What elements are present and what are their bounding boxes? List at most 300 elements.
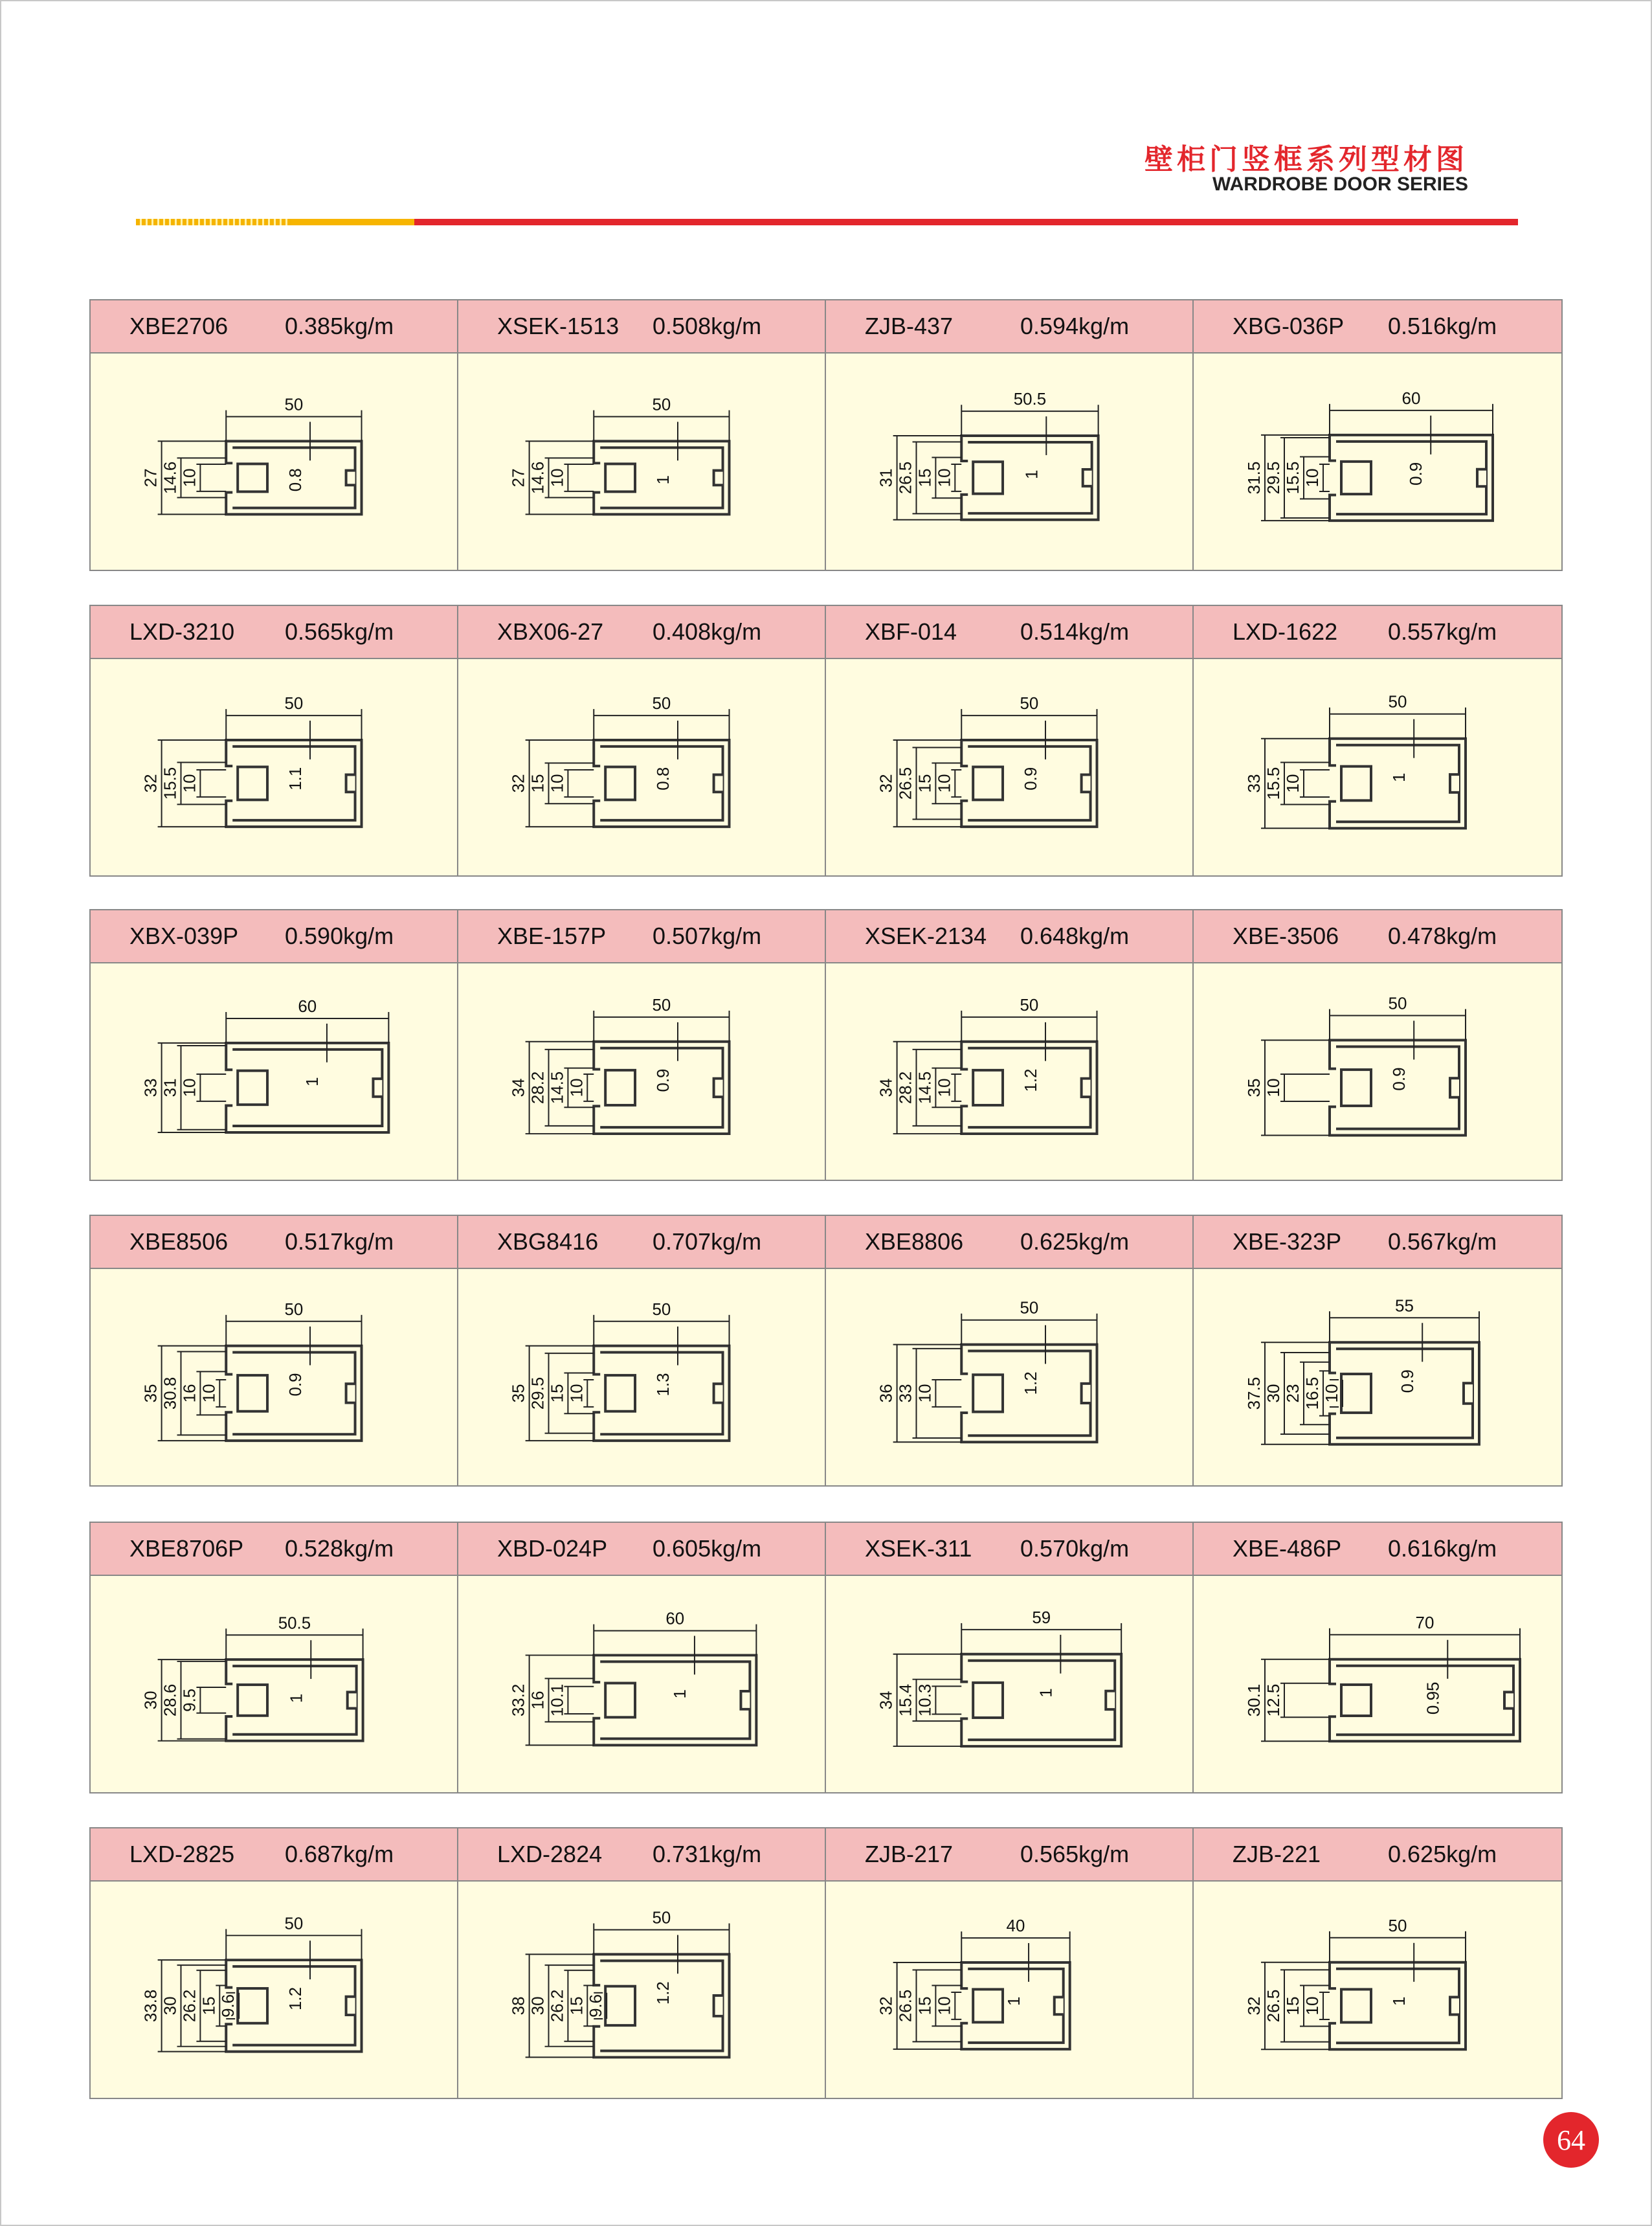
profile-header	[826, 1216, 1192, 1269]
profile-section-drawing	[458, 659, 825, 875]
profile-code: LXD-2825	[129, 1841, 235, 1867]
profile-slot	[238, 1071, 267, 1105]
profile-slot	[238, 1375, 267, 1411]
profile-right-notch	[1450, 1078, 1459, 1097]
height-dim-label: 26.2	[181, 1989, 199, 2023]
profile-right-notch	[1106, 1691, 1115, 1709]
profile-right-notch	[348, 1692, 357, 1708]
width-dim-label: 50.5	[1013, 390, 1047, 409]
profile-card	[826, 606, 1194, 875]
width-dim-label: 60	[298, 998, 317, 1017]
profile-code: XBE-3506	[1233, 923, 1339, 949]
width-dim-label: 50	[652, 1300, 671, 1319]
profile-slot	[238, 1988, 267, 2023]
width-dim-label: 50	[1388, 691, 1407, 712]
height-dim-label: 16.5	[1302, 1377, 1322, 1410]
height-dim-label: 26.5	[897, 767, 915, 800]
height-dim-label: 14.5	[916, 1071, 935, 1105]
profile-code: LXD-3210	[129, 618, 235, 645]
thickness-dim-label: 1.2	[287, 1986, 306, 2010]
height-dim-label: 15	[1283, 1996, 1302, 2016]
height-dim-label: 32	[1244, 1996, 1264, 2016]
width-dim-label: 50	[1020, 1299, 1039, 1318]
profile-row	[89, 605, 1563, 877]
profile-card	[1194, 606, 1561, 875]
profile-header	[1194, 1523, 1561, 1576]
profile-slot	[1341, 1989, 1371, 2022]
profile-section-drawing	[91, 354, 457, 570]
profile-card	[826, 1828, 1194, 2098]
profile-card	[91, 300, 458, 570]
height-dim-label: 30	[1264, 1384, 1283, 1403]
profile-row	[89, 1522, 1563, 1793]
profile-weight: 0.648kg/m	[1020, 923, 1130, 949]
profile-header	[458, 910, 825, 963]
profile-right-notch	[741, 1691, 750, 1709]
profile-card	[458, 910, 826, 1180]
profile-weight: 0.687kg/m	[285, 1841, 394, 1867]
height-dim-label: 27	[142, 468, 161, 488]
thickness-dim-label: 1.3	[654, 1373, 673, 1397]
height-dim-label: 33	[1244, 774, 1264, 793]
profile-section-drawing	[458, 1882, 825, 2098]
profile-header	[1194, 910, 1561, 963]
height-dim-label: 9.6	[587, 1994, 606, 2018]
height-dim-label: 30	[529, 1996, 548, 2016]
profile-card	[1194, 1216, 1561, 1485]
profile-weight: 0.408kg/m	[653, 618, 762, 645]
profile-section-drawing	[91, 963, 457, 1180]
width-dim-label: 50	[652, 996, 671, 1015]
thickness-dim-label: 1	[1005, 1996, 1024, 2006]
height-dim-label: 33.2	[509, 1683, 528, 1717]
profile-right-notch	[346, 1384, 355, 1402]
height-dim-label: 10	[181, 468, 199, 488]
height-dim-label: 15.5	[161, 767, 180, 800]
profile-drawing-panel	[826, 963, 1192, 1180]
height-dim-label: 32	[877, 1996, 896, 2016]
profile-slot	[605, 1986, 635, 2025]
height-dim-label: 10	[548, 468, 567, 488]
profile-right-notch	[346, 775, 355, 793]
profile-drawing-panel	[826, 354, 1192, 570]
profile-weight: 0.707kg/m	[653, 1228, 762, 1255]
height-dim-label: 10	[1264, 1078, 1283, 1097]
profile-header	[91, 1216, 457, 1269]
profile-slot	[1341, 1070, 1371, 1106]
height-dim-label: 28.6	[161, 1683, 180, 1717]
height-dim-label: 26.5	[897, 461, 915, 495]
profile-weight: 0.565kg/m	[285, 618, 394, 645]
profile-slot	[973, 1375, 1003, 1411]
profile-weight: 0.514kg/m	[1020, 618, 1130, 645]
height-dim-label: 15	[200, 1996, 219, 2016]
profile-code: XSEK-311	[865, 1535, 972, 1562]
profile-slot	[1341, 1685, 1371, 1716]
page-title-cn: 壁柜门竖框系列型材图	[1144, 143, 1468, 176]
thickness-dim-label: 0.9	[654, 1068, 673, 1092]
profile-section-drawing	[458, 1576, 825, 1792]
width-dim-label: 60	[1401, 388, 1421, 408]
profile-header	[826, 910, 1192, 963]
profile-code: XSEK-2134	[865, 923, 987, 949]
profile-right-notch	[346, 1997, 355, 2015]
height-dim-label: 15	[916, 468, 935, 488]
profile-drawing-panel	[1194, 354, 1561, 570]
page-title-en: WARDROBE DOOR SERIES	[1212, 174, 1468, 195]
thickness-dim-label: 1	[1389, 772, 1409, 782]
profile-slot	[1341, 767, 1371, 801]
thickness-dim-label: 1.2	[654, 1981, 673, 2005]
profile-slot	[973, 767, 1003, 800]
height-dim-label: 28.2	[529, 1071, 548, 1105]
profile-header	[826, 1523, 1192, 1576]
profile-row	[89, 299, 1563, 571]
profile-section-drawing	[826, 963, 1192, 1180]
profile-drawing-panel	[91, 963, 457, 1180]
profile-code: XBX-039P	[129, 923, 239, 949]
height-dim-label: 10.1	[548, 1683, 567, 1717]
profile-section-drawing	[458, 963, 825, 1180]
height-dim-label: 33.8	[142, 1989, 161, 2023]
height-dim-label: 31	[161, 1078, 180, 1097]
profile-header	[458, 1828, 825, 1882]
profile-slot	[605, 1375, 635, 1411]
profile-weight: 0.507kg/m	[653, 923, 762, 949]
thickness-dim-label: 1	[303, 1077, 322, 1086]
profile-header	[826, 1828, 1192, 1882]
profile-header	[1194, 606, 1561, 659]
profile-header	[91, 1828, 457, 1882]
height-dim-label: 9.5	[181, 1688, 199, 1712]
profile-drawing-panel	[1194, 1576, 1561, 1792]
profile-card	[458, 300, 826, 570]
profile-drawing-panel	[1194, 1882, 1561, 2098]
height-dim-label: 32	[142, 774, 161, 793]
profile-code: LXD-1622	[1233, 618, 1338, 645]
height-dim-label: 33	[142, 1078, 161, 1097]
width-dim-label: 50	[652, 695, 671, 714]
thickness-dim-label: 0.9	[1389, 1067, 1409, 1091]
thickness-dim-label: 1	[287, 1693, 306, 1703]
profile-card	[91, 606, 458, 875]
profile-section-drawing	[91, 659, 457, 875]
height-dim-label: 15.4	[897, 1683, 915, 1717]
profile-code: XBE-157P	[497, 923, 607, 949]
height-dim-label: 10	[935, 1078, 954, 1097]
height-dim-label: 35	[509, 1384, 528, 1403]
profile-code: XBG-036P	[1233, 313, 1345, 339]
profile-slot	[605, 1070, 635, 1105]
profile-code: XBE8706P	[129, 1535, 244, 1562]
profile-header	[1194, 1828, 1561, 1882]
profile-weight: 0.616kg/m	[1388, 1535, 1497, 1562]
profile-slot	[1341, 1374, 1371, 1413]
profile-code: XBE8806	[865, 1228, 964, 1255]
profile-right-notch	[1477, 469, 1486, 486]
height-dim-label: 10	[568, 1384, 586, 1403]
height-dim-label: 30.8	[161, 1377, 180, 1410]
height-dim-label: 36	[877, 1384, 896, 1403]
thickness-dim-label: 1	[1037, 1688, 1056, 1698]
width-dim-label: 50.5	[278, 1614, 311, 1633]
profile-header	[1194, 300, 1561, 354]
profile-code: ZJB-437	[865, 313, 954, 339]
profile-section-drawing	[91, 1269, 457, 1485]
profile-code: XBE-486P	[1233, 1535, 1342, 1562]
height-dim-label: 31	[877, 468, 896, 488]
profile-card	[91, 1523, 458, 1792]
height-dim-label: 12.5	[1264, 1683, 1283, 1717]
profile-code: ZJB-217	[865, 1841, 954, 1867]
profile-weight: 0.528kg/m	[285, 1535, 394, 1562]
profile-card	[826, 1523, 1194, 1792]
profile-weight: 0.605kg/m	[653, 1535, 762, 1562]
height-dim-label: 10	[1322, 1384, 1341, 1403]
thickness-dim-label: 0.9	[1406, 462, 1426, 486]
profile-drawing-panel	[826, 1882, 1192, 2098]
profile-header	[458, 300, 825, 354]
profile-weight: 0.731kg/m	[653, 1841, 762, 1867]
thickness-dim-label: 1	[671, 1689, 689, 1699]
height-dim-label: 15	[916, 774, 935, 793]
profile-section-drawing	[91, 1882, 457, 2098]
profile-right-notch	[1450, 1997, 1459, 2015]
thickness-dim-label: 0.9	[1398, 1369, 1418, 1393]
profile-section-drawing	[826, 354, 1192, 570]
profile-drawing-panel	[458, 354, 825, 570]
profile-weight: 0.565kg/m	[1020, 1841, 1130, 1867]
profile-weight: 0.516kg/m	[1388, 313, 1497, 339]
thickness-dim-label: 0.9	[287, 1373, 306, 1397]
profile-header	[458, 1216, 825, 1269]
profile-right-notch	[1082, 1384, 1091, 1403]
height-dim-label: 30.1	[1244, 1683, 1264, 1717]
header-rule-gold	[291, 219, 414, 225]
profile-code: XBE-323P	[1233, 1228, 1342, 1255]
height-dim-label: 10	[548, 774, 567, 793]
profile-drawing-panel	[826, 1576, 1192, 1792]
height-dim-label: 15	[568, 1996, 586, 2016]
height-dim-label: 34	[509, 1078, 528, 1097]
height-dim-label: 32	[509, 774, 528, 793]
width-dim-label: 60	[665, 1610, 685, 1628]
height-dim-label: 10	[916, 1384, 935, 1403]
thickness-dim-label: 0.8	[654, 767, 673, 791]
thickness-dim-label: 0.95	[1423, 1681, 1443, 1715]
profile-right-notch	[1083, 469, 1092, 486]
height-dim-label: 26.5	[1264, 1989, 1283, 2023]
profile-section-drawing	[1194, 1882, 1561, 2098]
profile-right-notch	[1082, 775, 1091, 793]
thickness-dim-label: 1.2	[1022, 1068, 1041, 1092]
profile-code: XSEK-1513	[497, 313, 620, 339]
thickness-dim-label: 1.1	[287, 767, 306, 791]
header-rule-red	[414, 219, 1518, 225]
profile-code: XBF-014	[865, 618, 957, 645]
width-dim-label: 50	[284, 1300, 304, 1319]
profile-slot	[605, 1683, 635, 1718]
width-dim-label: 59	[1032, 1608, 1051, 1627]
profile-slot	[238, 767, 267, 800]
profile-section-drawing	[1194, 659, 1561, 875]
profile-drawing-panel	[1194, 659, 1561, 875]
profile-weight: 0.590kg/m	[285, 923, 394, 949]
width-dim-label: 40	[1006, 1917, 1025, 1936]
profile-slot	[973, 1989, 1003, 2022]
profile-code: XBE2706	[129, 313, 229, 339]
height-dim-label: 28.2	[897, 1071, 915, 1105]
profile-drawing-panel	[1194, 1269, 1561, 1485]
profile-card	[91, 1828, 458, 2098]
profile-weight: 0.625kg/m	[1388, 1841, 1497, 1867]
width-dim-label: 50	[1388, 1915, 1407, 1935]
profile-drawing-panel	[91, 354, 457, 570]
profile-card	[458, 1523, 826, 1792]
profile-card	[1194, 1828, 1561, 2098]
thickness-dim-label: 1	[1389, 1996, 1409, 2007]
profile-slot	[605, 464, 635, 491]
height-dim-label: 23	[1283, 1384, 1302, 1403]
profile-weight: 0.557kg/m	[1388, 618, 1497, 645]
height-dim-label: 14.6	[529, 461, 548, 495]
profile-weight: 0.594kg/m	[1020, 313, 1130, 339]
height-dim-label: 10	[935, 774, 954, 793]
height-dim-label: 29.5	[529, 1377, 548, 1410]
profile-code: XBX06-27	[497, 618, 604, 645]
height-dim-label: 32	[877, 774, 896, 793]
width-dim-label: 55	[1395, 1296, 1414, 1316]
profile-card	[826, 1216, 1194, 1485]
width-dim-label: 50	[1388, 993, 1407, 1013]
profile-code: XBD-024P	[497, 1535, 608, 1562]
profile-code: LXD-2824	[497, 1841, 603, 1867]
profile-section-drawing	[1194, 1269, 1561, 1485]
height-dim-label: 15	[529, 774, 548, 793]
profile-section-drawing	[826, 1882, 1192, 2098]
profile-row	[89, 909, 1563, 1181]
profile-drawing-panel	[91, 1269, 457, 1485]
profile-right-notch	[714, 471, 723, 486]
profile-slot	[1341, 462, 1371, 494]
height-dim-label: 14.5	[548, 1071, 567, 1105]
profile-section-drawing	[458, 354, 825, 570]
profile-slot	[605, 767, 635, 800]
profile-drawing-panel	[458, 659, 825, 875]
height-dim-label: 38	[509, 1996, 528, 2016]
profile-weight: 0.625kg/m	[1020, 1228, 1130, 1255]
height-dim-label: 10	[1283, 774, 1302, 793]
height-dim-label: 15	[916, 1996, 935, 2016]
profile-drawing-panel	[458, 1576, 825, 1792]
height-dim-label: 14.6	[161, 461, 180, 495]
profile-right-notch	[714, 1384, 723, 1402]
height-dim-label: 34	[877, 1078, 896, 1097]
height-dim-label: 15.5	[1283, 461, 1302, 495]
profile-row	[89, 1827, 1563, 2099]
profile-section-drawing	[1194, 1576, 1561, 1792]
height-dim-label: 26.5	[897, 1989, 915, 2023]
profile-header	[91, 300, 457, 354]
height-dim-label: 15.5	[1264, 767, 1283, 800]
height-dim-label: 10.3	[916, 1683, 935, 1717]
profile-section-drawing	[91, 1576, 457, 1792]
profile-weight: 0.517kg/m	[285, 1228, 394, 1255]
height-dim-label: 30	[161, 1996, 180, 2016]
profile-header	[826, 606, 1192, 659]
height-dim-label: 10	[1302, 468, 1322, 488]
profile-drawing-panel	[91, 1576, 457, 1792]
thickness-dim-label: 0.8	[287, 468, 306, 492]
height-dim-label: 9.6	[219, 1994, 238, 2018]
profile-header	[458, 1523, 825, 1576]
profile-card	[458, 1216, 826, 1485]
profile-code: XBE8506	[129, 1228, 229, 1255]
profile-right-notch	[373, 1079, 382, 1097]
profile-weight: 0.385kg/m	[285, 313, 394, 339]
height-dim-label: 35	[1244, 1078, 1264, 1097]
profile-section-drawing	[826, 1269, 1192, 1485]
profile-card	[826, 910, 1194, 1180]
profile-right-notch	[1450, 774, 1459, 793]
width-dim-label: 70	[1415, 1612, 1434, 1632]
profile-weight: 0.508kg/m	[653, 313, 762, 339]
profile-right-notch	[1055, 1997, 1064, 2015]
profile-right-notch	[1464, 1383, 1473, 1404]
height-dim-label: 10	[1302, 1996, 1322, 2016]
profile-card	[826, 300, 1194, 570]
height-dim-label: 16	[181, 1384, 199, 1403]
height-dim-label: 10	[568, 1078, 586, 1097]
profile-weight: 0.570kg/m	[1020, 1535, 1130, 1562]
thickness-dim-label: 1	[654, 475, 673, 485]
profile-row	[89, 1215, 1563, 1487]
profile-drawing-panel	[91, 1882, 457, 2098]
profile-drawing-panel	[826, 659, 1192, 875]
height-dim-label: 33	[897, 1384, 915, 1403]
profile-card	[458, 1828, 826, 2098]
height-dim-label: 10	[181, 774, 199, 793]
profile-header	[91, 910, 457, 963]
height-dim-label: 27	[509, 468, 528, 488]
profile-card	[91, 910, 458, 1180]
profile-card	[1194, 910, 1561, 1180]
profile-section-drawing	[826, 659, 1192, 875]
height-dim-label: 34	[877, 1691, 896, 1710]
profile-card	[91, 1216, 458, 1485]
height-dim-label: 10	[200, 1384, 219, 1403]
height-dim-label: 37.5	[1244, 1377, 1264, 1410]
profile-card	[458, 606, 826, 875]
profile-slot	[238, 464, 267, 491]
profile-card	[1194, 1523, 1561, 1792]
height-dim-label: 10	[935, 468, 954, 488]
height-dim-label: 29.5	[1264, 461, 1283, 495]
profile-right-notch	[1504, 1692, 1513, 1708]
height-dim-label: 10	[935, 1996, 954, 2016]
width-dim-label: 50	[284, 1915, 304, 1933]
profile-weight: 0.567kg/m	[1388, 1228, 1497, 1255]
profile-header	[91, 1523, 457, 1576]
height-dim-label: 15	[548, 1384, 567, 1403]
profile-drawing-panel	[458, 963, 825, 1180]
profile-drawing-panel	[826, 1269, 1192, 1485]
profile-section-drawing	[1194, 963, 1561, 1180]
height-dim-label: 31.5	[1244, 461, 1264, 495]
profile-right-notch	[346, 471, 355, 486]
profile-drawing-panel	[458, 1882, 825, 2098]
profile-header	[91, 606, 457, 659]
